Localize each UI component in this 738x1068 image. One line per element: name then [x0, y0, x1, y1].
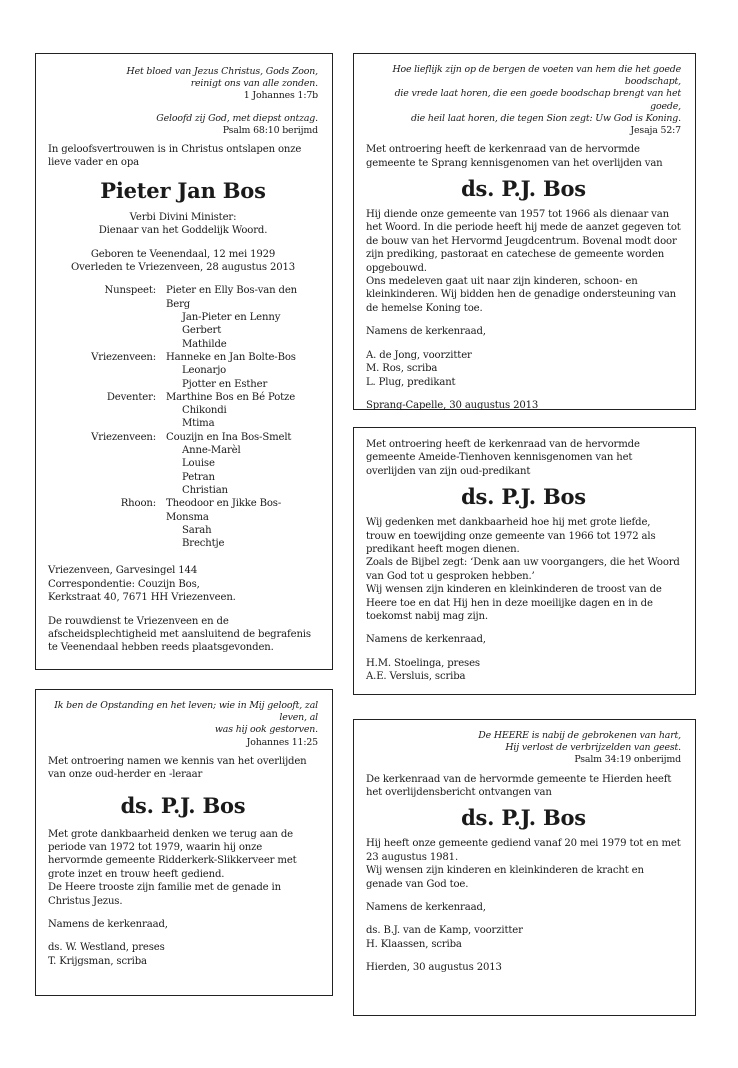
place-date: Hierden, 30 augustus 2013	[366, 962, 502, 974]
family-city: Deventer:	[106, 391, 156, 403]
bible-verse	[366, 64, 681, 137]
family-child: Anne-Marèl	[182, 445, 241, 457]
birth-line: Geboren te Veenendaal, 12 mei 1929	[90, 248, 276, 260]
title-line: Verbi Divini Minister:	[129, 211, 237, 223]
verse-line: Hij verlost de verbrijzelden van geest.	[505, 742, 681, 754]
family-city: Vriezenveen:	[91, 431, 156, 443]
bible-verse	[366, 730, 681, 767]
deceased-name: ds. P.J. Bos	[461, 176, 586, 202]
death-line: Overleden te Vriezenveen, 28 augustus 2013	[70, 262, 296, 274]
family-parents: Hanneke en Jan Bolte-Bos	[166, 351, 296, 363]
body-paragraph: Wij wensen zijn kinderen en kleinkinderen de troost van de Heere toe en dat Hij hen in deze moeilijke dagen en in de toekomst nabij mag zijn.	[366, 584, 662, 623]
bible-verse	[48, 113, 318, 137]
address-line: Kerkstraat 40, 7671 HH Vriezenveen.	[48, 592, 236, 604]
address-line: Correspondentie: Couzijn Bos,	[48, 578, 200, 590]
verse-line: Hoe lieflijk zijn op de bergen de voeten van hem die het goede boodschapt,	[392, 64, 681, 88]
signoff: Namens de kerkenraad,	[366, 634, 486, 646]
signer: A.E. Versluis, scriba	[366, 671, 466, 683]
intro-text: Met ontroering heeft de kerkenraad van de hervormde gemeente te Sprang kennisgenomen van het overlijden van	[366, 144, 663, 169]
verse-line: die vrede laat horen, die een goede boodschap brengt van het goede,	[394, 88, 681, 112]
family-child: Chikondi	[182, 405, 227, 417]
verse-reference: Jesaja 52:7	[630, 125, 681, 137]
signoff: Namens de kerkenraad,	[366, 902, 486, 914]
family-list	[48, 284, 318, 550]
address-line: Vriezenveen, Garvesingel 144	[48, 565, 198, 577]
deceased-name: ds. P.J. Bos	[461, 484, 586, 510]
signer: H. Klaassen, scriba	[366, 938, 462, 950]
church-notice-ridderkerk	[35, 689, 333, 996]
body-paragraph: Wij gedenken met dankbaarheid hoe hij met grote liefde, trouw en toewijding onze gemeente van 1966 tot 1972 als predikant heeft mogen dienen.	[366, 517, 656, 556]
family-parents: Marthine Bos en Bé Potze	[166, 391, 296, 403]
family-child: Gerbert	[182, 325, 222, 337]
verse-reference: Psalm 68:10 berijmd	[222, 124, 318, 136]
verse-line: was hij ook gestorven.	[214, 724, 318, 736]
family-child: Petran	[182, 471, 215, 483]
signer: ds. W. Westland, preses	[48, 942, 165, 954]
family-parents: Pieter en Elly Bos-van den Berg	[166, 285, 298, 310]
verse-reference: 1 Johannes 1:7b	[243, 90, 318, 102]
intro-text: In geloofsvertrouwen is in Christus ontslapen onze lieve vader en opa	[48, 144, 302, 169]
family-city: Nunspeet:	[104, 285, 156, 297]
signer: T. Krijgsman, scriba	[48, 955, 147, 967]
verse-line: reinigt ons van alle zonden.	[190, 78, 318, 90]
body-paragraph: Met grote dankbaarheid denken we terug aan de periode van 1972 tot 1979, waarin hij onze hervormde gemeente Ridderkerk-Slikkerveer met grote inzet en trouw heeft gediend.	[48, 828, 297, 880]
family-child: Mtima	[182, 418, 215, 430]
deceased-name: ds. P.J. Bos	[461, 805, 586, 831]
church-notice-ameide	[353, 427, 696, 695]
verse-line: Het bloed van Jezus Christus, Gods Zoon,	[126, 66, 318, 77]
deceased-name: ds. P.J. Bos	[120, 792, 246, 818]
body-paragraph: Wij wensen zijn kinderen en kleinkinderen de kracht en genade van God toe.	[366, 865, 644, 890]
intro-text: Met ontroering heeft de kerkenraad van de hervormde gemeente Ameide-Tienhoven kennisgenomen van het overlijden van zijn oud-predikant	[366, 439, 640, 477]
body-paragraph: Zoals de Bijbel zegt: ‘Denk aan uw voorgangers, die het Woord van God tot u gesproken hebben.’	[366, 557, 680, 582]
closing-text: De rouwdienst te Vriezenveen en de afscheidsplechtigheid met aansluitend de begrafenis te Veenendaal hebben reeds plaatsgevonden.	[48, 615, 311, 654]
family-child: Brechtje	[182, 538, 225, 550]
verse-line: De HEERE is nabij de gebrokenen van hart,	[478, 730, 681, 741]
verse-line: Geloofd zij God, met diepst ontzag.	[156, 112, 318, 124]
bible-verse	[48, 700, 318, 749]
verse-reference: Psalm 34:19 onberijmd	[574, 754, 681, 766]
body-paragraph: De Heere trooste zijn familie met de genade in Christus Jezus.	[48, 882, 281, 907]
place-date: Sprang-Capelle, 30 augustus 2013	[366, 399, 539, 411]
family-child: Christian	[182, 484, 228, 496]
signer: A. de Jong, voorzitter	[366, 349, 472, 361]
family-child: Louise	[182, 458, 215, 470]
family-child: Leonarjo	[182, 365, 227, 377]
intro-text: De kerkenraad van de hervormde gemeente te Hierden heeft het overlijdensbericht ontvangen van	[366, 773, 672, 799]
bible-verse	[48, 66, 318, 103]
family-notice	[35, 53, 333, 670]
signoff: Namens de kerkenraad,	[366, 326, 486, 338]
verse-reference: Johannes 11:25	[246, 736, 318, 748]
title-line: Dienaar van het Goddelijk Woord.	[98, 225, 268, 237]
family-child: Mathilde	[182, 338, 227, 350]
family-city: Vriezenveen:	[91, 351, 156, 363]
church-notice-hierden	[353, 719, 696, 1016]
family-child: Sarah	[182, 524, 212, 536]
signer: ds. B.J. van de Kamp, voorzitter	[366, 925, 523, 937]
signer: M. Ros, scriba	[366, 363, 438, 375]
family-child: Jan-Pieter en Lenny	[182, 312, 281, 324]
signer: L. Plug, predikant	[366, 376, 456, 388]
verse-line: Ik ben de Opstanding en het leven; wie in Mij gelooft, zal leven, al	[54, 700, 318, 724]
family-parents: Theodoor en Jikke Bos-Monsma	[166, 498, 282, 523]
body-paragraph: Hij diende onze gemeente van 1957 tot 1966 als dienaar van het Woord. In die periode heeft hij mede de aanzet gegeven tot de bouw van het Hervormd Jeugdcentrum. Bovenal modt door zijn prediking, pastoraat en catechese de gemeente worden opgebouwd.	[366, 209, 681, 274]
family-child: Pjotter en Esther	[182, 378, 268, 390]
signoff: Namens de kerkenraad,	[48, 919, 168, 931]
church-notice-sprang	[353, 53, 696, 410]
deceased-name: Pieter Jan Bos	[100, 177, 266, 203]
intro-text: Met ontroering namen we kennis van het overlijden van onze oud-herder en -leraar	[48, 755, 307, 781]
family-parents: Couzijn en Ina Bos-Smelt	[166, 431, 292, 443]
body-paragraph: Hij heeft onze gemeente gediend vanaf 20 mei 1979 tot en met 23 augustus 1981.	[366, 838, 681, 863]
body-paragraph: Ons medeleven gaat uit naar zijn kinderen, schoon- en kleinkinderen. Wij bidden hen de genadige ondersteuning van de hemelse Koning toe.	[366, 276, 677, 314]
family-city: Rhoon:	[120, 498, 156, 510]
signer: H.M. Stoelinga, preses	[366, 657, 480, 669]
verse-line: die heil laat horen, die tegen Sion zegt: Uw God is Koning.	[410, 112, 681, 124]
